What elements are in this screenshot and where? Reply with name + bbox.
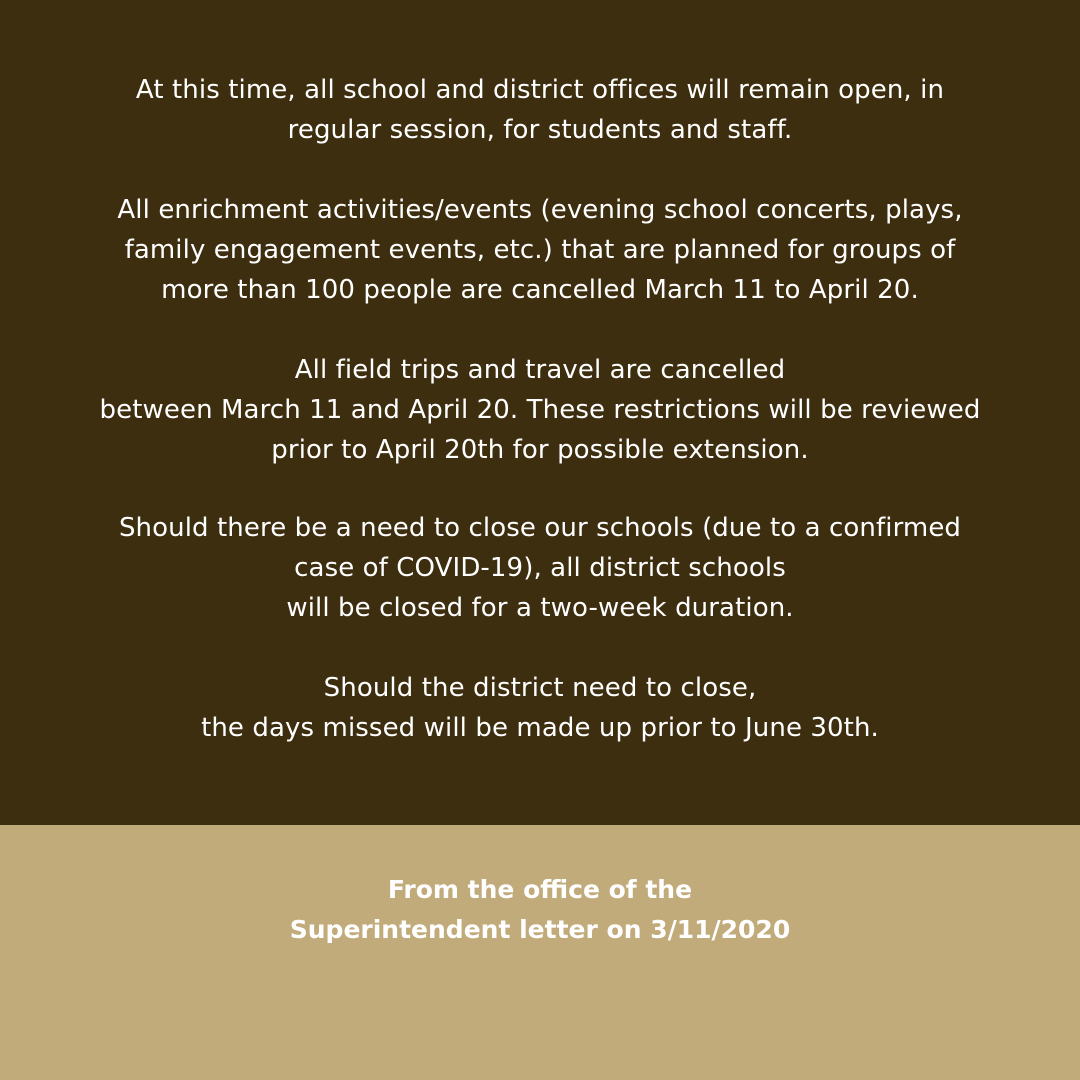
paragraph-1-line-2: regular session, for students and staff.: [287, 115, 793, 145]
paragraph-1-line-1: At this time, all school and district offices will remain open, in: [135, 75, 945, 105]
paragraph-3-line-2: between March 11 and April 20. These restrictions will be reviewed: [99, 395, 981, 425]
paragraph-4-line-3: will be closed for a two-week duration.: [286, 593, 794, 623]
footer-line-1: From the office of the: [387, 875, 693, 904]
paragraph-3-line-3: prior to April 20th for possible extension.: [271, 435, 809, 465]
paragraph-5-line-1: Should the district need to close,: [323, 673, 757, 703]
paragraph-2-line-3: more than 100 people are cancelled March 11 to April 20.: [161, 275, 919, 305]
paragraph-2-line-2: family engagement events, etc.) that are planned for groups of: [124, 235, 956, 265]
footer-line-2: Superintendent letter on 3/11/2020: [289, 915, 791, 944]
paragraph-2-line-1: All enrichment activities/events (evening school concerts, plays,: [117, 195, 963, 225]
paragraph-5-line-2: the days missed will be made up prior to June 30th.: [201, 713, 879, 743]
paragraph-4-line-2: case of COVID-19), all district schools: [294, 553, 786, 583]
paragraph-3-line-1: All field trips and travel are cancelled: [294, 355, 786, 385]
footer-panel: [0, 825, 1080, 1080]
paragraph-4-line-1: Should there be a need to close our schools (due to a confirmed: [118, 513, 962, 543]
